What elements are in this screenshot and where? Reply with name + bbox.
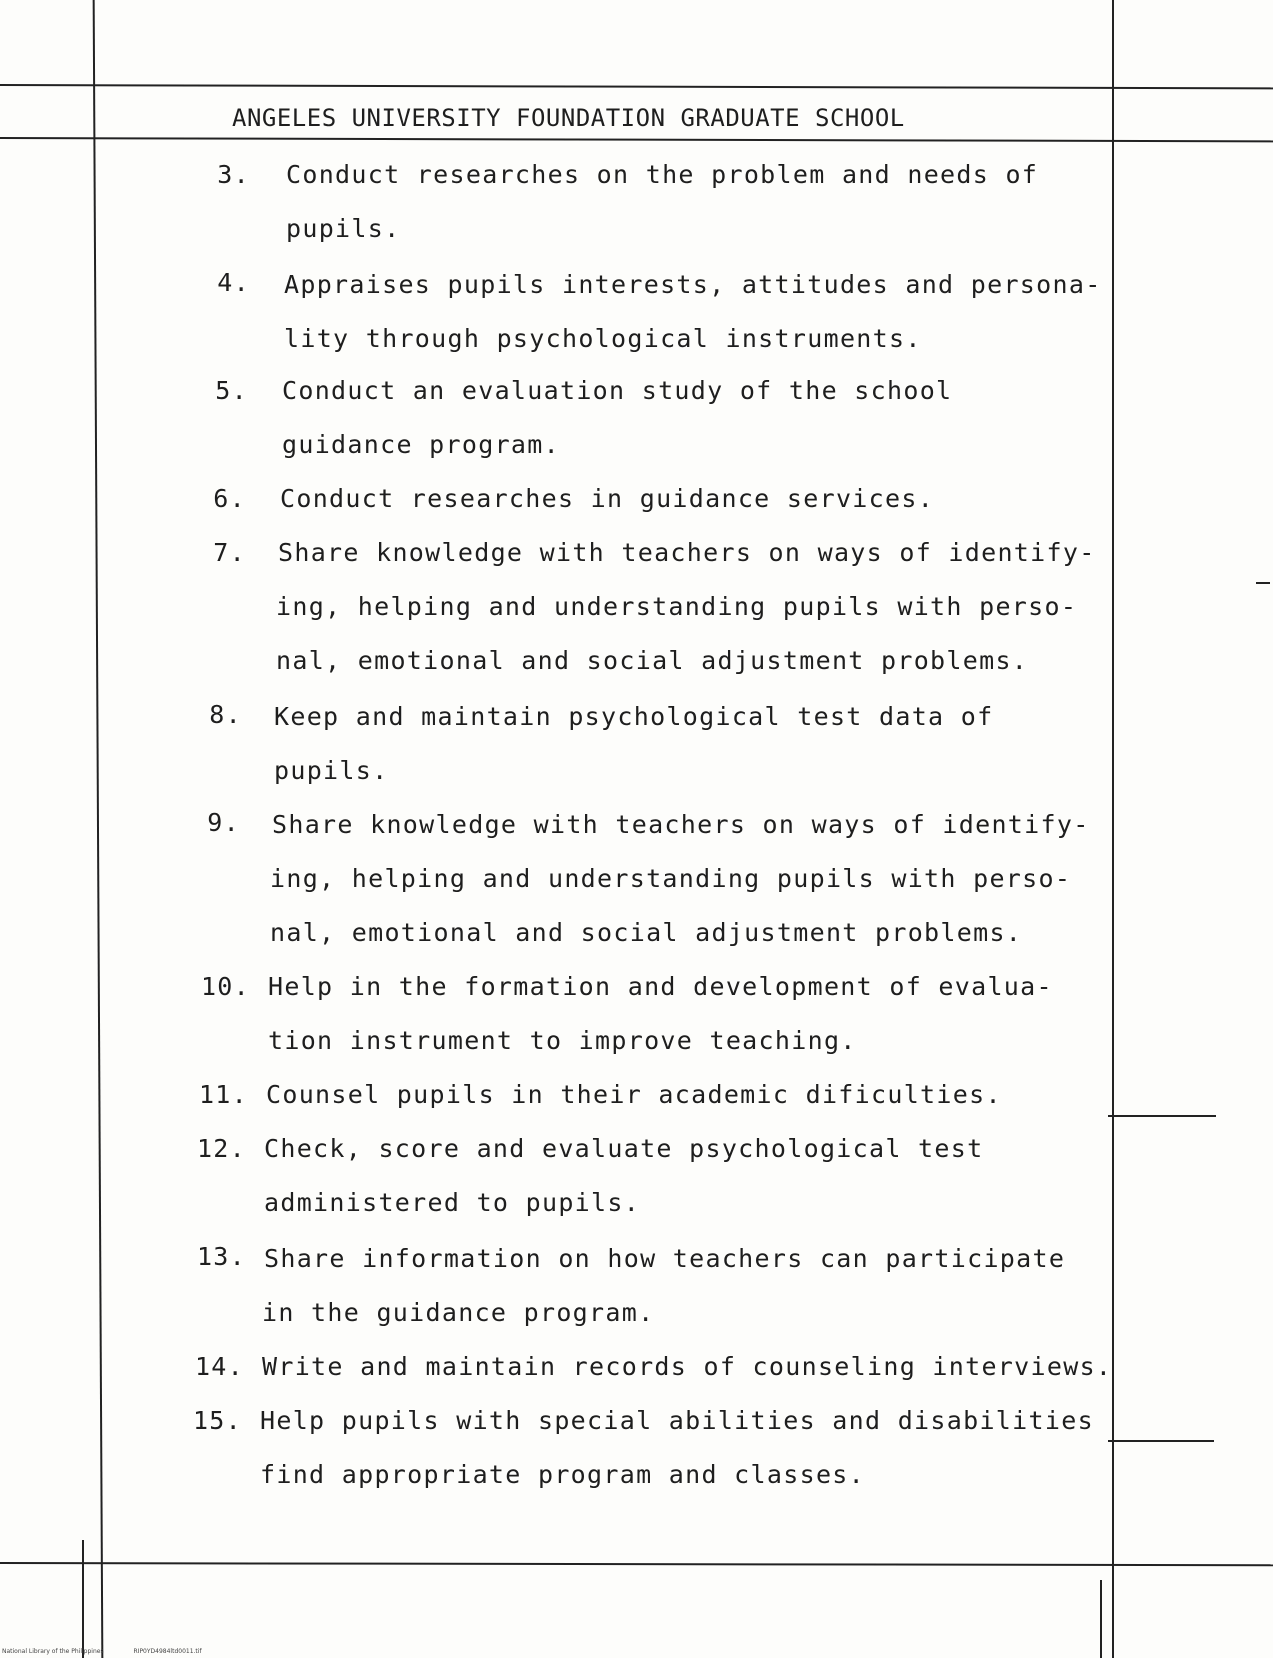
item-line: nal, emotional and social adjustment problems. <box>276 646 1029 675</box>
item-line: Help pupils with special abilities and disabilities <box>260 1406 1094 1435</box>
item-number: 14. <box>194 1352 244 1381</box>
item-line: ing, helping and understanding pupils with perso- <box>276 592 1078 621</box>
item-line: find appropriate program and classes. <box>260 1460 865 1489</box>
item-line: Conduct an evaluation study of the school <box>282 376 953 405</box>
item-line: Keep and maintain psychological test data of <box>274 702 994 731</box>
item-line: Share knowledge with teachers on ways of identify- <box>278 538 1096 567</box>
file-code: RIP0YD4984ltd0011.tif <box>133 1648 202 1655</box>
item-line: Appraises pupils interests, attitudes and persona- <box>284 270 1102 299</box>
item-number: 3. <box>217 160 250 189</box>
item-number: 9. <box>207 808 240 837</box>
item-number: 6. <box>213 484 246 513</box>
item-number: 4. <box>217 268 250 297</box>
scan-footer <box>2 1648 202 1655</box>
item-line: Counsel pupils in their academic dificulties. <box>266 1080 1002 1109</box>
item-line: Share information on how teachers can participate <box>264 1244 1066 1273</box>
item-line: Help in the formation and development of evalua- <box>268 972 1053 1001</box>
item-line: Conduct researches on the problem and needs of <box>286 160 1039 189</box>
item-line: administered to pupils. <box>264 1188 641 1217</box>
item-number: 15. <box>192 1406 242 1435</box>
item-number: 7. <box>213 538 246 567</box>
item-line: guidance program. <box>282 430 560 459</box>
item-number: 13. <box>196 1242 246 1271</box>
page-header: ANGELES UNIVERSITY FOUNDATION GRADUATE SCHOOL <box>232 104 905 132</box>
item-number: 12. <box>196 1134 246 1163</box>
library-source: National Library of the Philippines <box>2 1648 104 1655</box>
item-line: lity through psychological instruments. <box>284 324 922 353</box>
item-line: ing, helping and understanding pupils with perso- <box>270 864 1072 893</box>
item-line: Write and maintain records of counseling interviews. <box>262 1352 1113 1381</box>
item-line: Share knowledge with teachers on ways of identify- <box>272 810 1090 839</box>
item-line: Check, score and evaluate psychological test <box>264 1134 984 1163</box>
item-number: 8. <box>209 700 242 729</box>
item-number: 5. <box>215 376 248 405</box>
item-number: 10. <box>200 972 250 1001</box>
item-line: pupils. <box>274 756 389 785</box>
item-line: pupils. <box>286 214 401 243</box>
item-line: Conduct researches in guidance services. <box>280 484 935 513</box>
item-line: tion instrument to improve teaching. <box>268 1026 857 1055</box>
item-number: 11. <box>198 1080 248 1109</box>
item-line: nal, emotional and social adjustment problems. <box>270 918 1023 947</box>
item-line: in the guidance program. <box>262 1298 655 1327</box>
